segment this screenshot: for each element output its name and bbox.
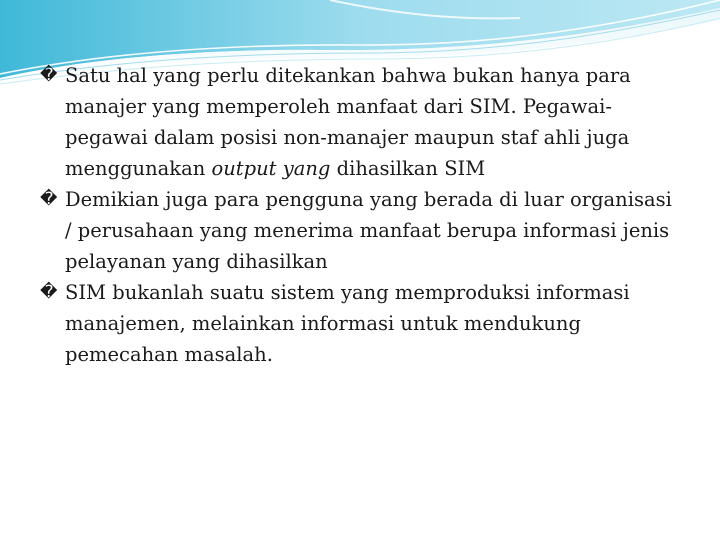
bullet-text: Satu hal yang perlu ditekankan bahwa bukan hanya para manajer yang memperoleh manfaat dari SIM. Pegawai-pegawai dalam posisi non-manajer maupun staf ahli juga menggunakan output yang dihasilkan SIM — [65, 64, 631, 180]
bullet-item — [40, 60, 680, 184]
bullet-marker-icon: � — [40, 189, 58, 209]
bullet-marker-icon: � — [40, 282, 58, 302]
bullet-marker-icon: � — [40, 65, 58, 85]
bullet-text: Demikian juga para pengguna yang berada di luar organisasi / perusahaan yang menerima manfaat berupa informasi jenis pelayanan yang dihasilkan — [65, 188, 672, 273]
bullet-list — [40, 60, 680, 370]
bullet-item — [40, 277, 680, 370]
bullet-item — [40, 184, 680, 277]
bullet-text: SIM bukanlah suatu sistem yang memproduksi informasi manajemen, melainkan informasi untuk mendukung pemecahan masalah. — [65, 281, 630, 366]
